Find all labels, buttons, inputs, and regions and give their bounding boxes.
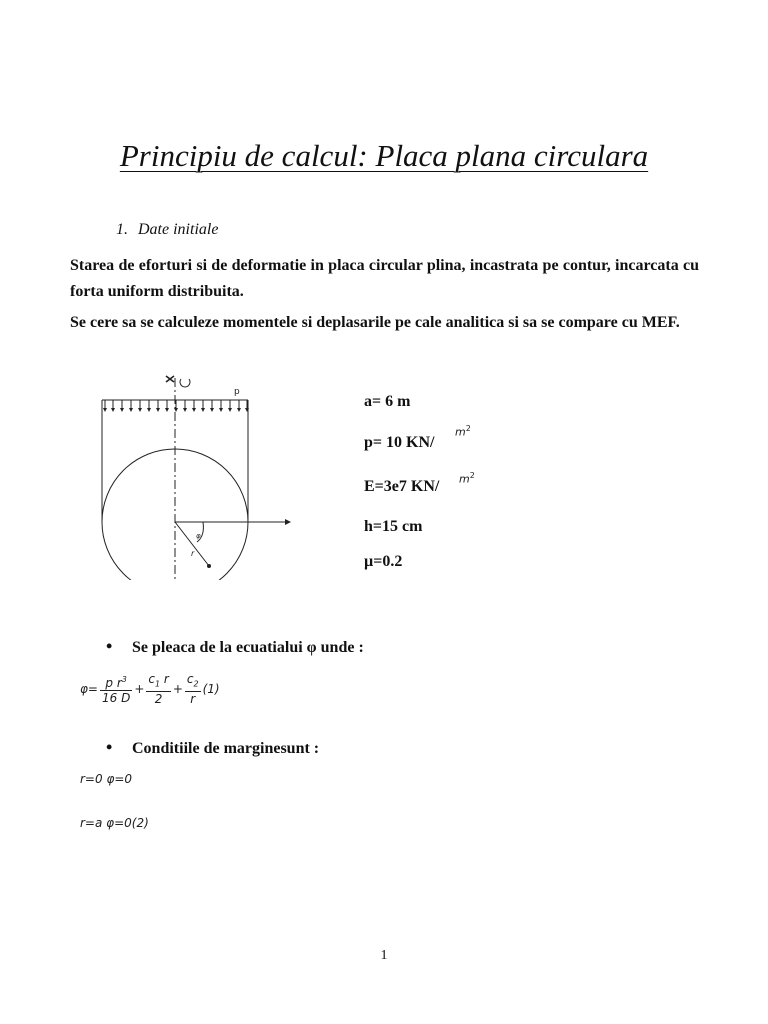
condition-1: r=0 φ=0 [80,772,133,786]
param-e: E=3e7 KN/ [364,478,440,495]
param-a: a= 6 m [364,393,411,410]
page-number: 1 [380,948,388,963]
param-e-unit: $m^2$ [459,471,475,486]
load-label: p [234,387,240,397]
plate-diagram [95,370,305,580]
bullet-text: Conditiile de marginesunt : [132,740,320,757]
bullet-dot: • [106,737,113,757]
equation-phi: φ= $\frac{p r^3}{16 D}$ + $\frac{c_1 r}{2}$ + $\frac{c_2}{r}$ (1) [80,672,220,707]
paragraph-problem-statement: Starea de eforturi si de deformatie in placa circular plina, incastrata pe contur, incarcata cu forta uniform distribuita. [70,257,699,300]
section-heading [116,221,218,239]
page-title: Principiu de calcul: Placa plana circulara [119,138,649,173]
condition-2: r=a φ=0(2) [80,816,149,830]
bullet-equation-intro [106,636,364,657]
param-mu: µ=0.2 [364,553,403,570]
angle-label: φ [196,532,201,540]
param-p-unit: $m^2$ [455,424,471,439]
bullet-boundary-conditions [106,737,319,758]
bullet-dot: • [106,636,113,656]
section-number: 1. [116,221,128,238]
radius-label: r [191,549,195,558]
section-label: Date initiale [138,221,219,238]
bullet-text: Se pleaca de la ecuatialui φ unde : [132,639,364,656]
paragraph-task: Se cere sa se calculeze momentele si deplasarile pe cale analitica si sa se compare cu MEF. [70,314,680,331]
param-p: p= 10 KN/ [364,434,435,451]
param-h: h=15 cm [364,518,423,535]
